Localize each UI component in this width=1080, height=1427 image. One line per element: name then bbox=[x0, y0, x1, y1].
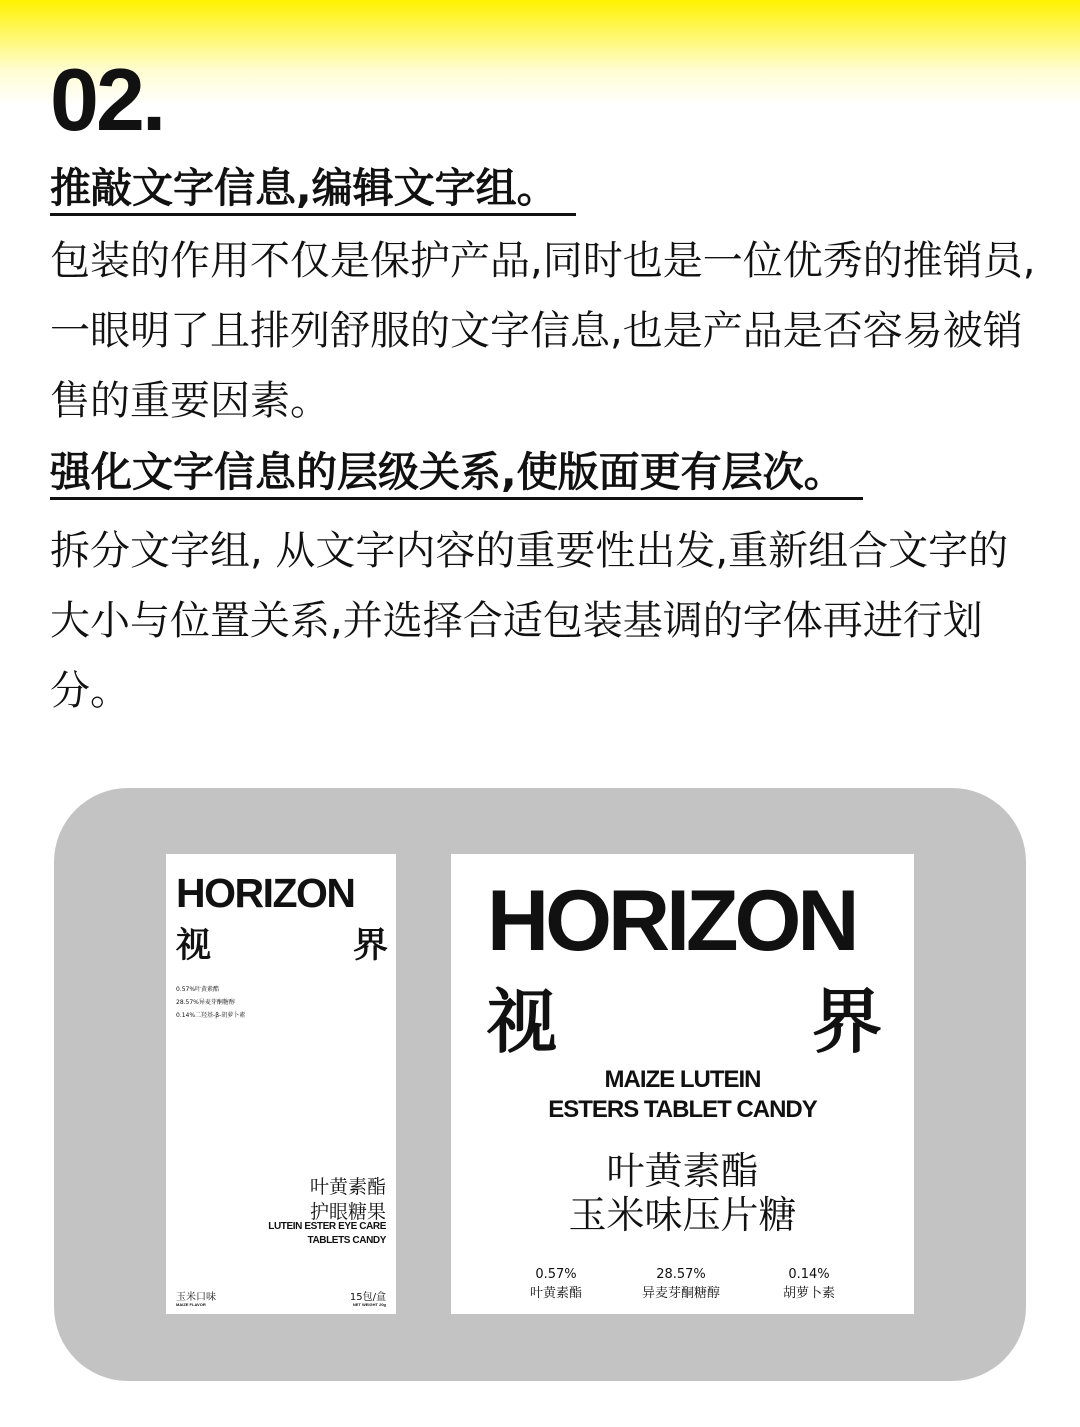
package-small-weight: NET WEIGHT 20g bbox=[352, 1302, 386, 1307]
package-small-count: 15包/盒 bbox=[349, 1292, 386, 1303]
package-large-cn-line: 叶黄素酯 bbox=[606, 1149, 759, 1193]
heading-edit-text-groups: 推敲文字信息,编辑文字组。 bbox=[50, 164, 576, 216]
section-number: 02. bbox=[50, 50, 164, 149]
package-small-flavor: 玉米口味 bbox=[176, 1292, 216, 1303]
package-small-product-en: TABLETS CANDY bbox=[307, 1235, 386, 1246]
package-small-ingredient: 0.57%叶黄素酯 bbox=[176, 986, 220, 993]
package-small-cn-left: 视 bbox=[176, 926, 212, 966]
stat-label: 异麦芽酮糖醇 bbox=[641, 1286, 720, 1301]
package-small-brand: HORIZON bbox=[176, 870, 355, 916]
stat-value: 0.14% bbox=[788, 1267, 830, 1282]
package-large bbox=[451, 854, 914, 1314]
package-large-brand: HORIZON bbox=[487, 873, 856, 969]
stat-value: 0.57% bbox=[535, 1267, 577, 1282]
package-large-cn-line: 玉米味压片糖 bbox=[568, 1193, 797, 1237]
package-small-cn-right: 界 bbox=[352, 926, 388, 966]
package-small-ingredient: 28.57%异麦芽酮糖醇 bbox=[176, 999, 235, 1006]
stat-value: 28.57% bbox=[656, 1267, 706, 1282]
stat-label: 胡萝卜素 bbox=[782, 1286, 835, 1301]
package-comparison-panel bbox=[54, 788, 1026, 1381]
package-small-product-cn: 叶黄素酯 bbox=[309, 1176, 386, 1198]
package-large-stat bbox=[511, 1267, 601, 1301]
package-large-stat bbox=[761, 1267, 857, 1301]
stat-label: 叶黄素酯 bbox=[529, 1286, 582, 1301]
heading-text-hierarchy: 强化文字信息的层级关系,使版面更有层次。 bbox=[50, 448, 863, 500]
paragraph-packaging-role: 包装的作用不仅是保护产品,同时也是一位优秀的推销员,一眼明了且排列舒服的文字信息,也是产品是否容易被销售的重要因素。 bbox=[50, 238, 1036, 424]
package-large-en-line: ESTERS TABLET CANDY bbox=[548, 1096, 817, 1123]
package-large-en-line: MAIZE LUTEIN bbox=[604, 1066, 761, 1093]
package-small-ingredient: 0.14%二羟基-β-胡萝卜素 bbox=[176, 1012, 246, 1019]
package-small-product-cn: 护眼糖果 bbox=[309, 1201, 386, 1223]
package-small bbox=[166, 854, 396, 1314]
package-large-cn-left: 视 bbox=[487, 981, 557, 1063]
package-small-product-en: LUTEIN ESTER EYE CARE bbox=[268, 1221, 386, 1232]
package-large-stat bbox=[619, 1267, 743, 1301]
paragraph-split-text-groups: 拆分文字组, 从文字内容的重要性出发,重新组合文字的大小与位置关系,并选择合适包装基调的字体再进行划分。 bbox=[50, 528, 1009, 714]
package-small-flavor-en: MAIZE FLAVOR bbox=[176, 1302, 206, 1307]
package-large-cn-right: 界 bbox=[812, 981, 882, 1063]
